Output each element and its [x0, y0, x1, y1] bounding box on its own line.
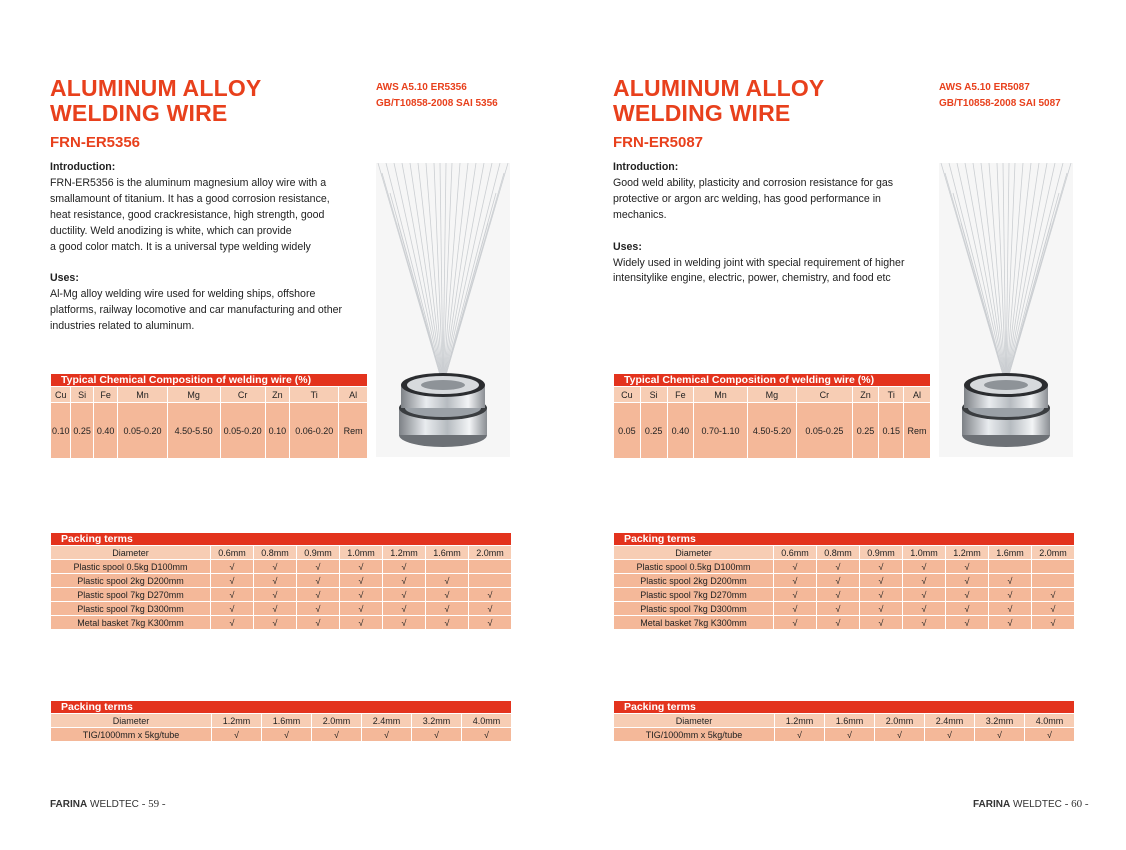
chem-value-cell: 4.50-5.50	[167, 403, 220, 459]
chem-header-cell: Fe	[667, 387, 694, 403]
check-cell: √	[903, 616, 946, 630]
check-cell: √	[946, 602, 989, 616]
standard-aws: AWS A5.10 ER5356	[376, 82, 467, 93]
check-cell: √	[469, 602, 512, 616]
check-cell: √	[774, 588, 817, 602]
intro-line: ductility. Weld anodizing is white, which can provide	[50, 224, 292, 237]
packing-header-cell: Diameter	[614, 714, 775, 728]
check-cell	[1032, 574, 1075, 588]
packing-header-cell: 0.6mm	[774, 546, 817, 560]
check-cell: √	[860, 588, 903, 602]
chemical-composition-table	[50, 373, 368, 459]
check-cell: √	[903, 560, 946, 574]
check-cell: √	[860, 560, 903, 574]
table-row	[614, 588, 1075, 602]
table-row	[51, 602, 512, 616]
packing-header-cell: 1.2mm	[946, 546, 989, 560]
intro-line: mechanics.	[613, 208, 667, 221]
intro-line: protective or argon arc welding, has good performance in	[613, 192, 881, 205]
check-cell: √	[946, 588, 989, 602]
check-cell: √	[1025, 728, 1075, 742]
check-cell: √	[1032, 616, 1075, 630]
check-cell: √	[817, 616, 860, 630]
intro-line: a good color match. It is a universal type welding widely	[50, 240, 311, 253]
check-cell: √	[774, 574, 817, 588]
check-cell: √	[925, 728, 975, 742]
product-title	[50, 76, 261, 126]
chem-value-cell: Rem	[339, 403, 368, 459]
packing-table-title: Packing terms	[614, 701, 1075, 714]
title-line-1: ALUMINUM ALLOY	[613, 75, 825, 101]
check-cell: √	[817, 574, 860, 588]
chem-value-cell: 0.10	[265, 403, 290, 459]
page-footer	[50, 798, 166, 810]
check-cell: √	[340, 560, 383, 574]
check-cell: √	[817, 602, 860, 616]
check-cell: √	[1032, 602, 1075, 616]
check-cell: √	[254, 560, 297, 574]
packing-header-cell: 1.6mm	[825, 714, 875, 728]
check-cell: √	[860, 574, 903, 588]
chem-value-cell: 0.05-0.20	[118, 403, 167, 459]
packing-header-cell: Diameter	[614, 546, 774, 560]
uses-line: Al-Mg alloy welding wire used for welding ships, offshore	[50, 288, 316, 301]
check-cell: √	[426, 602, 469, 616]
check-cell	[426, 560, 469, 574]
packing-header-cell: 1.2mm	[212, 714, 262, 728]
uses-line: industries related to aluminum.	[50, 320, 195, 333]
chem-header-cell: Ti	[290, 387, 339, 403]
check-cell: √	[975, 728, 1025, 742]
chem-header-cell: Mn	[118, 387, 167, 403]
check-cell: √	[297, 574, 340, 588]
chem-value-cell: 0.15	[879, 403, 904, 459]
chem-header-cell: Al	[339, 387, 368, 403]
uses-line: platforms, railway locomotive and car manufacturing and other	[50, 304, 343, 317]
uses-line: Widely used in welding joint with special requirement of higher	[613, 256, 905, 269]
check-cell: √	[469, 616, 512, 630]
table-row	[51, 728, 512, 742]
table-row	[614, 728, 1075, 742]
check-cell: √	[946, 574, 989, 588]
intro-line: heat resistance, good crackresistance, high strength, good	[50, 208, 325, 221]
check-cell: √	[989, 588, 1032, 602]
check-cell: √	[211, 602, 254, 616]
chem-value-cell: 0.40	[93, 403, 118, 459]
packing-label-cell: Plastic spool 7kg D270mm	[51, 588, 211, 602]
check-cell: √	[340, 616, 383, 630]
packing-header-cell: 1.6mm	[426, 546, 469, 560]
packing-header-cell: 1.0mm	[340, 546, 383, 560]
check-cell	[469, 560, 512, 574]
page-footer	[973, 798, 1089, 810]
packing-table-title: Packing terms	[51, 701, 512, 714]
check-cell: √	[875, 728, 925, 742]
table-row	[614, 560, 1075, 574]
model-number: FRN-ER5356	[50, 134, 141, 151]
tig-packing-table	[50, 700, 512, 742]
check-cell: √	[211, 588, 254, 602]
packing-label-cell: Plastic spool 7kg D270mm	[614, 588, 774, 602]
chem-header-cell: Cu	[51, 387, 71, 403]
packing-label-cell: Plastic spool 0.5kg D100mm	[614, 560, 774, 574]
footer-brand: FARINA	[50, 799, 88, 810]
chem-header-cell: Cr	[797, 387, 853, 403]
check-cell: √	[297, 560, 340, 574]
check-cell: √	[254, 588, 297, 602]
table-row	[51, 616, 512, 630]
chem-value-cell: 0.10	[51, 403, 71, 459]
chem-value-cell: 0.25	[71, 403, 93, 459]
intro-line: FRN-ER5356 is the aluminum magnesium alloy wire with a	[50, 176, 327, 189]
packing-header-cell: 3.2mm	[975, 714, 1025, 728]
check-cell: √	[469, 588, 512, 602]
packing-header-cell: Diameter	[51, 714, 212, 728]
title-line-2: WELDING WIRE	[613, 100, 791, 126]
chem-value-cell: 0.05-0.25	[797, 403, 853, 459]
wire-spool-photo	[939, 163, 1073, 457]
table-row	[51, 588, 512, 602]
check-cell: √	[903, 588, 946, 602]
chem-value-cell: 0.06-0.20	[290, 403, 339, 459]
wire-spool-illustration	[939, 163, 1073, 457]
check-cell: √	[383, 616, 426, 630]
packing-header-cell: 0.9mm	[860, 546, 903, 560]
check-cell: √	[774, 560, 817, 574]
check-cell: √	[383, 560, 426, 574]
table-row	[51, 560, 512, 574]
packing-table-title: Packing terms	[51, 533, 512, 546]
packing-header-cell: 1.6mm	[989, 546, 1032, 560]
check-cell: √	[426, 616, 469, 630]
title-line-1: ALUMINUM ALLOY	[50, 75, 262, 101]
chem-value-cell: Rem	[904, 403, 931, 459]
chem-header-cell: Si	[71, 387, 93, 403]
check-cell: √	[362, 728, 412, 742]
check-cell: √	[211, 574, 254, 588]
check-cell: √	[774, 602, 817, 616]
packing-terms-table	[50, 532, 512, 630]
packing-header-cell: Diameter	[51, 546, 211, 560]
packing-label-cell: TIG/1000mm x 5kg/tube	[51, 728, 212, 742]
check-cell: √	[254, 574, 297, 588]
packing-label-cell: Metal basket 7kg K300mm	[614, 616, 774, 630]
chem-header-cell: Mn	[694, 387, 748, 403]
packing-header-cell: 0.9mm	[297, 546, 340, 560]
title-line-2: WELDING WIRE	[50, 100, 228, 126]
chem-header-cell: Ti	[879, 387, 904, 403]
check-cell: √	[860, 602, 903, 616]
wire-spool-photo	[376, 163, 510, 457]
table-row	[614, 616, 1075, 630]
packing-label-cell: Plastic spool 2kg D200mm	[614, 574, 774, 588]
model-number: FRN-ER5087	[613, 134, 704, 151]
check-cell: √	[989, 616, 1032, 630]
paragraph-gap	[613, 224, 929, 240]
check-cell: √	[426, 574, 469, 588]
intro-line: Good weld ability, plasticity and corrosion resistance for gas	[613, 176, 894, 189]
chem-value-cell: 0.05-0.20	[220, 403, 265, 459]
packing-header-cell: 1.2mm	[383, 546, 426, 560]
check-cell: √	[989, 574, 1032, 588]
packing-label-cell: Plastic spool 7kg D300mm	[51, 602, 211, 616]
chem-value-cell: 0.70-1.10	[694, 403, 748, 459]
check-cell: √	[383, 602, 426, 616]
description-block	[50, 160, 366, 335]
wire-spool-illustration	[376, 163, 510, 457]
check-cell: √	[903, 574, 946, 588]
packing-header-cell: 1.6mm	[262, 714, 312, 728]
packing-terms-table	[613, 532, 1075, 630]
chem-value-cell: 0.40	[667, 403, 694, 459]
packing-header-cell: 4.0mm	[462, 714, 512, 728]
chem-header-cell: Zn	[852, 387, 879, 403]
check-cell: √	[211, 616, 254, 630]
packing-header-cell: 1.2mm	[775, 714, 825, 728]
packing-table-title: Packing terms	[614, 533, 1075, 546]
table-row	[614, 574, 1075, 588]
chem-header-cell: Zn	[265, 387, 290, 403]
packing-header-cell: 0.8mm	[254, 546, 297, 560]
check-cell: √	[775, 728, 825, 742]
check-cell: √	[1032, 588, 1075, 602]
chem-header-cell: Al	[904, 387, 931, 403]
check-cell: √	[297, 588, 340, 602]
footer-sub: WELDTEC	[90, 799, 139, 810]
chem-header-cell: Mg	[747, 387, 796, 403]
chem-table-title: Typical Chemical Composition of welding wire (%)	[51, 374, 368, 387]
check-cell: √	[989, 602, 1032, 616]
chem-header-cell: Fe	[93, 387, 118, 403]
chem-table-title: Typical Chemical Composition of welding wire (%)	[614, 374, 931, 387]
chem-header-cell: Mg	[167, 387, 220, 403]
page-number: - 60 -	[1064, 798, 1089, 810]
packing-header-cell: 0.6mm	[211, 546, 254, 560]
packing-label-cell: TIG/1000mm x 5kg/tube	[614, 728, 775, 742]
check-cell: √	[462, 728, 512, 742]
check-cell: √	[860, 616, 903, 630]
check-cell: √	[946, 560, 989, 574]
chem-value-cell: 4.50-5.20	[747, 403, 796, 459]
packing-header-cell: 0.8mm	[817, 546, 860, 560]
check-cell: √	[774, 616, 817, 630]
chem-value-cell: 0.05	[614, 403, 641, 459]
footer-brand: FARINA	[973, 799, 1011, 810]
check-cell: √	[297, 602, 340, 616]
packing-header-cell: 2.0mm	[312, 714, 362, 728]
packing-label-cell: Plastic spool 7kg D300mm	[614, 602, 774, 616]
check-cell: √	[383, 574, 426, 588]
packing-label-cell: Plastic spool 0.5kg D100mm	[51, 560, 211, 574]
chemical-composition-table	[613, 373, 931, 459]
packing-header-cell: 1.0mm	[903, 546, 946, 560]
introduction-heading: Introduction:	[50, 161, 116, 173]
chem-value-cell: 0.25	[640, 403, 667, 459]
catalog-page-right	[563, 0, 1126, 850]
packing-label-cell: Metal basket 7kg K300mm	[51, 616, 211, 630]
check-cell: √	[817, 560, 860, 574]
table-row	[51, 574, 512, 588]
check-cell: √	[946, 616, 989, 630]
uses-heading: Uses:	[613, 240, 642, 253]
standards-block	[939, 80, 1061, 112]
packing-header-cell: 2.4mm	[362, 714, 412, 728]
standard-gb: GB/T10858-2008 SAI 5356	[376, 98, 498, 109]
check-cell: √	[825, 728, 875, 742]
packing-header-cell: 2.4mm	[925, 714, 975, 728]
check-cell	[1032, 560, 1075, 574]
chem-value-cell: 0.25	[852, 403, 879, 459]
check-cell	[989, 560, 1032, 574]
uses-line: intensitylike engine, electric, power, chemistry, and food etc	[613, 272, 891, 285]
footer-sub: WELDTEC	[1013, 799, 1062, 810]
packing-header-cell: 2.0mm	[875, 714, 925, 728]
check-cell: √	[211, 560, 254, 574]
standards-block	[376, 80, 498, 112]
tig-packing-table	[613, 700, 1075, 742]
paragraph-gap	[50, 255, 366, 271]
packing-header-cell: 2.0mm	[1032, 546, 1075, 560]
description-block	[613, 160, 929, 287]
standard-aws: AWS A5.10 ER5087	[939, 82, 1030, 93]
packing-label-cell: Plastic spool 2kg D200mm	[51, 574, 211, 588]
check-cell: √	[412, 728, 462, 742]
check-cell: √	[340, 574, 383, 588]
check-cell: √	[340, 588, 383, 602]
check-cell: √	[903, 602, 946, 616]
packing-header-cell: 3.2mm	[412, 714, 462, 728]
check-cell: √	[254, 602, 297, 616]
introduction-heading: Introduction:	[613, 161, 679, 173]
check-cell: √	[312, 728, 362, 742]
check-cell: √	[297, 616, 340, 630]
check-cell: √	[254, 616, 297, 630]
product-title	[613, 76, 824, 126]
page-number: - 59 -	[141, 798, 166, 810]
packing-header-cell: 2.0mm	[469, 546, 512, 560]
chem-header-cell: Cu	[614, 387, 641, 403]
chem-header-cell: Si	[640, 387, 667, 403]
check-cell: √	[426, 588, 469, 602]
check-cell: √	[817, 588, 860, 602]
chem-header-cell: Cr	[220, 387, 265, 403]
standard-gb: GB/T10858-2008 SAI 5087	[939, 98, 1061, 109]
check-cell: √	[262, 728, 312, 742]
uses-heading: Uses:	[50, 272, 79, 285]
packing-header-cell: 4.0mm	[1025, 714, 1075, 728]
table-row	[614, 602, 1075, 616]
check-cell: √	[340, 602, 383, 616]
check-cell: √	[383, 588, 426, 602]
check-cell: √	[212, 728, 262, 742]
check-cell	[469, 574, 512, 588]
intro-line: smallamount of titanium. It has a good corrosion resistance,	[50, 192, 330, 205]
